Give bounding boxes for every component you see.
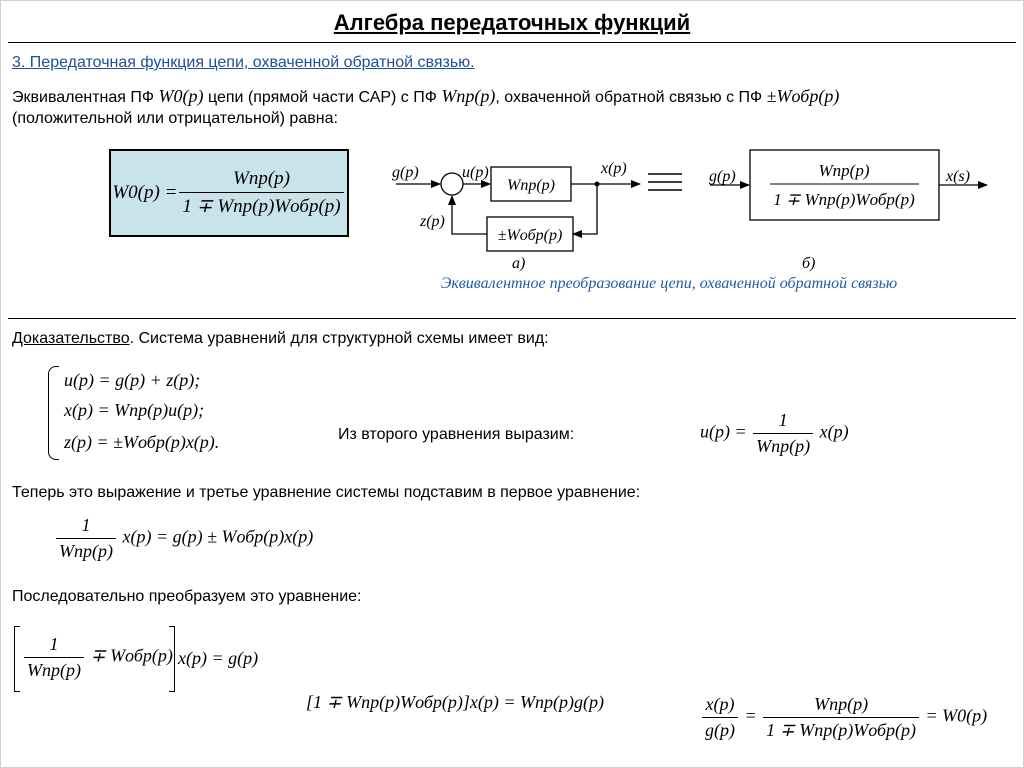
formula-denominator: 1 ∓ Wпр(p)Wобр(p) — [179, 192, 343, 218]
label-u: u(p) — [462, 164, 489, 181]
label-a: а) — [512, 255, 526, 272]
label-g: g(p) — [392, 164, 419, 181]
diagram-divider — [8, 318, 1016, 319]
eq3-tail: = W0(p) — [925, 705, 988, 726]
system-brace — [48, 366, 59, 460]
transform-eq1-fraction — [24, 634, 84, 681]
feedback-block-label: ±Wобр(p) — [497, 227, 563, 244]
eq3-fraction-1 — [702, 694, 738, 741]
transform-eq1-num: 1 — [49, 634, 59, 654]
transform-eq1-tail: x(p) = g(p) — [178, 648, 259, 668]
eq3-fraction-2 — [763, 694, 919, 741]
b-numerator: Wпр(p) — [818, 161, 870, 180]
express-num: 1 — [778, 410, 788, 430]
express-fraction — [753, 410, 813, 457]
transform-eq-2: [1 ∓ Wпр(p)Wобр(p)]x(p) = Wпр(p)g(p) — [306, 692, 604, 712]
transform-eq1-den: Wпр(p) — [24, 657, 84, 681]
eq3-den-2: 1 ∓ Wпр(p)Wобр(p) — [763, 717, 919, 741]
b-label-g: g(p) — [709, 168, 736, 185]
feedback-path-in — [452, 196, 487, 234]
substitute-text: Теперь это выражение и третье уравнение системы подставим в первое уравнение: — [12, 484, 641, 501]
intro-wobr: ±Wобр(p) — [766, 86, 840, 106]
express-den: Wпр(p) — [753, 433, 813, 457]
intro-text-2: цепи (прямой части САР) с ПФ — [207, 89, 437, 106]
summing-junction — [441, 173, 463, 195]
transform-eq-1 — [22, 634, 173, 681]
substitute-den: Wпр(p) — [56, 538, 116, 562]
feedback-path-out — [573, 184, 597, 234]
transform-eq-3 — [700, 694, 987, 741]
equivalence-sign — [648, 174, 682, 190]
proof-text: . Система уравнений для структурной схемы имеет вид: — [129, 330, 549, 347]
express-equation — [700, 410, 849, 457]
diagram-caption: Эквивалентное преобразование цепи, охваченной обратной связью — [440, 275, 898, 292]
proof-word: Доказательство — [12, 330, 130, 347]
proof-line — [12, 330, 549, 348]
transform-text: Последовательно преобразуем это уравнение: — [12, 588, 362, 605]
substitute-equation — [54, 515, 313, 562]
express-text: Из второго уравнения выразим: — [338, 426, 575, 443]
b-denominator: 1 ∓ Wпр(p)Wобр(p) — [773, 190, 915, 209]
forward-block-label: Wпр(p) — [507, 177, 555, 194]
intro-wpr: Wпр(p) — [441, 86, 496, 106]
express-lhs: u(p) = — [700, 421, 747, 442]
system-eq-1: u(p) = g(p) + z(p); — [64, 370, 201, 390]
eq3-equals: = — [744, 705, 757, 726]
diagram-b — [709, 150, 987, 272]
substitute-tail: x(p) = g(p) ± Wобр(p)x(p) — [122, 526, 314, 547]
label-b: б) — [802, 255, 816, 272]
system-eq-2: x(p) = Wпр(p)u(p); — [64, 400, 205, 420]
transform-eq1-mid: ∓ Wобр(p) — [90, 645, 173, 666]
eq3-num-1: x(p) — [705, 694, 735, 714]
eq3-den-1: g(p) — [702, 717, 738, 741]
formula-lhs: W0(p) = — [112, 182, 178, 203]
label-x: x(p) — [601, 160, 627, 177]
slide-title: Алгебра передаточных функций — [333, 10, 691, 35]
label-z: z(p) — [420, 213, 445, 230]
formula-numerator: Wпр(p) — [233, 168, 291, 189]
diagram-a — [392, 160, 640, 272]
system-eq-3: z(p) = ±Wобр(p)x(p). — [64, 432, 220, 452]
intro-w0: W0(p) — [158, 86, 204, 106]
left-bracket — [14, 626, 20, 692]
express-tail: x(p) — [819, 421, 849, 442]
substitute-fraction — [56, 515, 116, 562]
eq3-num-2: Wпр(p) — [814, 694, 869, 714]
substitute-num: 1 — [81, 515, 91, 535]
section-heading-text: 3. Передаточная функция цепи, охваченной обратной связью. — [12, 54, 475, 71]
intro-text-1: Эквивалентная ПФ — [12, 89, 155, 106]
b-label-x: x(s) — [946, 168, 970, 185]
intro-text-3: , охваченной обратной связью с ПФ — [495, 89, 763, 106]
block-diagram — [0, 0, 1024, 320]
intro-line-2: (положительной или отрицательной) равна: — [12, 110, 338, 127]
